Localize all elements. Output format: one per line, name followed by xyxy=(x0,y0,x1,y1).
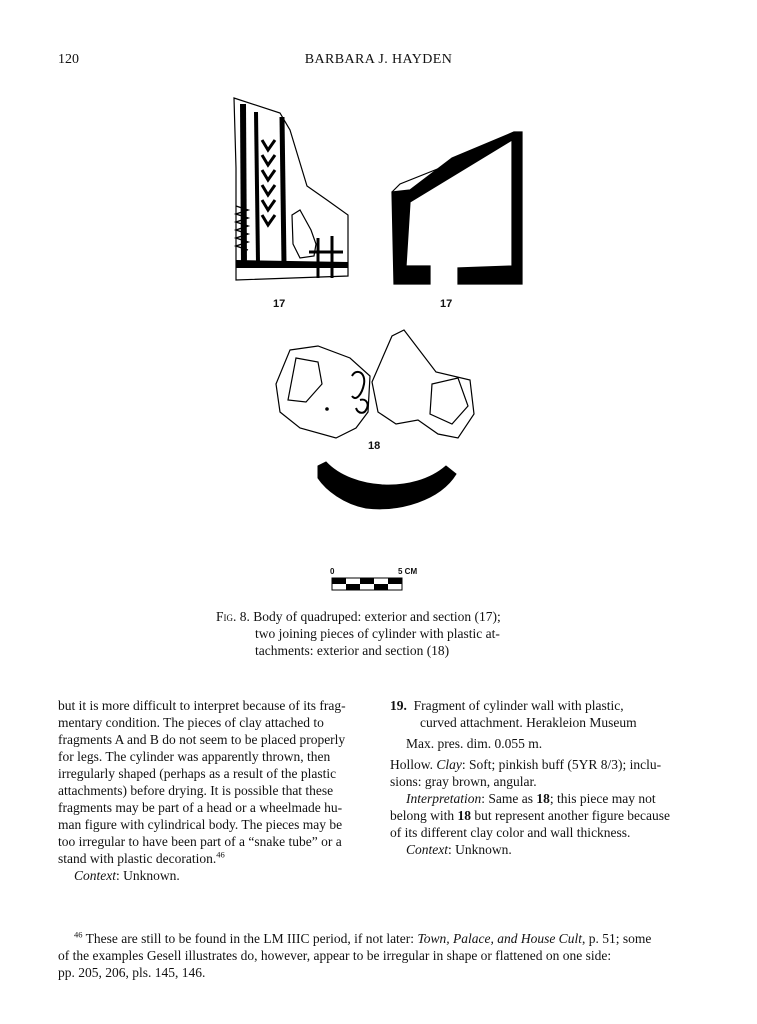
left-line: irregularly shaped (perhaps as a result of the plastic xyxy=(58,766,337,781)
interp-label: Interpretation xyxy=(406,791,482,806)
left-line: mentary condition. The pieces of clay attached to xyxy=(58,715,324,730)
scale-bar xyxy=(332,578,402,590)
fragment-17-exterior-drawing xyxy=(234,98,348,280)
caption-prefix: Fig. 8. xyxy=(216,609,250,624)
interp-line2-b: but represent another figure because xyxy=(471,808,671,823)
interp-line-3: of its different clay color and wall thickness. xyxy=(390,825,631,840)
left-line: but it is more difficult to interpret because of its frag- xyxy=(58,698,346,713)
left-context-label: Context xyxy=(74,868,116,883)
left-line: too irregular to have been part of a “snake tube” or a xyxy=(58,834,342,849)
entry-number: 19. xyxy=(390,698,407,713)
right-column xyxy=(390,697,708,858)
left-line: for legs. The cylinder was apparently thrown, then xyxy=(58,749,331,764)
left-column xyxy=(58,697,376,884)
footnote-title: Town, Palace, and House Cult xyxy=(417,931,582,946)
left-line: fragments A and B do not seem to be placed properly xyxy=(58,732,346,747)
left-line-text: stand with plastic decoration. xyxy=(58,851,217,866)
clay-prefix: Hollow. xyxy=(390,757,437,772)
interp-ref-18: 18 xyxy=(536,791,550,806)
footnote-text-a: These are still to be found in the LM IIIC period, if not later: xyxy=(85,931,418,946)
figure-label-17-section: 17 xyxy=(440,298,453,310)
interp-line2-a: belong with xyxy=(390,808,458,823)
footnote-text-b: , p. 51; some xyxy=(581,931,652,946)
entry-title-2: curved attachment. Herakleion Museum xyxy=(420,715,637,730)
interp-line-2 xyxy=(390,807,708,824)
interp-line1-end: ; this piece may not xyxy=(549,791,656,806)
right-context xyxy=(390,841,708,858)
left-line: attachments) before drying. It is possible that these xyxy=(58,783,334,798)
right-context-value: : Unknown. xyxy=(448,842,512,857)
left-line: fragments may be part of a head or a wheelmade hu- xyxy=(58,800,343,815)
clay-label: Clay xyxy=(436,757,462,772)
entry-title-1: Fragment of cylinder wall with plastic, xyxy=(413,698,624,713)
left-context xyxy=(58,867,376,884)
left-line-last xyxy=(58,850,376,867)
figure-caption xyxy=(216,608,536,659)
fragment-18-exterior-drawing xyxy=(276,330,474,438)
footnote-number: 46 xyxy=(74,929,83,940)
left-line: man figure with cylindrical body. The pieces may be xyxy=(58,817,343,832)
clay-line-1 xyxy=(390,756,708,773)
footnote-46 xyxy=(58,930,698,981)
entry-dimension: Max. pres. dim. 0.055 m. xyxy=(406,736,543,751)
caption-line-3: tachments: exterior and section (18) xyxy=(255,643,450,658)
fragment-18-section-drawing xyxy=(318,462,456,509)
scale-label-zero: 0 xyxy=(330,567,335,576)
footnote-line-2: of the examples Gesell illustrates do, however, appear to be irregular in shape or flattened on one side: xyxy=(58,948,612,963)
footnote-line-1 xyxy=(58,930,698,947)
figure-label-17-exterior: 17 xyxy=(273,298,286,310)
clay-line-2: sions: gray brown, angular. xyxy=(390,774,537,789)
running-head: BARBARA J. HAYDEN xyxy=(304,52,453,67)
right-context-label: Context xyxy=(406,842,448,857)
caption-line-1: Body of quadruped: exterior and section (17); xyxy=(253,609,501,624)
left-context-value: : Unknown. xyxy=(116,868,180,883)
caption-line-2: two joining pieces of cylinder with plastic at- xyxy=(255,626,500,641)
interp-line-1 xyxy=(390,790,708,807)
page-number: 120 xyxy=(58,52,79,67)
figure-label-18: 18 xyxy=(368,440,381,452)
interp-ref-18-b: 18 xyxy=(457,808,471,823)
entry-heading xyxy=(390,697,708,714)
footnote-line-3: pp. 205, 206, pls. 145, 146. xyxy=(58,965,206,980)
clay-line1-rest: : Soft; pinkish buff (5YR 8/3); inclu- xyxy=(461,757,662,772)
footnote-ref-46[interactable]: 46 xyxy=(216,849,225,860)
fragment-17-section-drawing xyxy=(392,132,522,284)
scale-label-five-cm: 5 CM xyxy=(398,567,418,576)
interp-line1-rest: : Same as xyxy=(481,791,537,806)
